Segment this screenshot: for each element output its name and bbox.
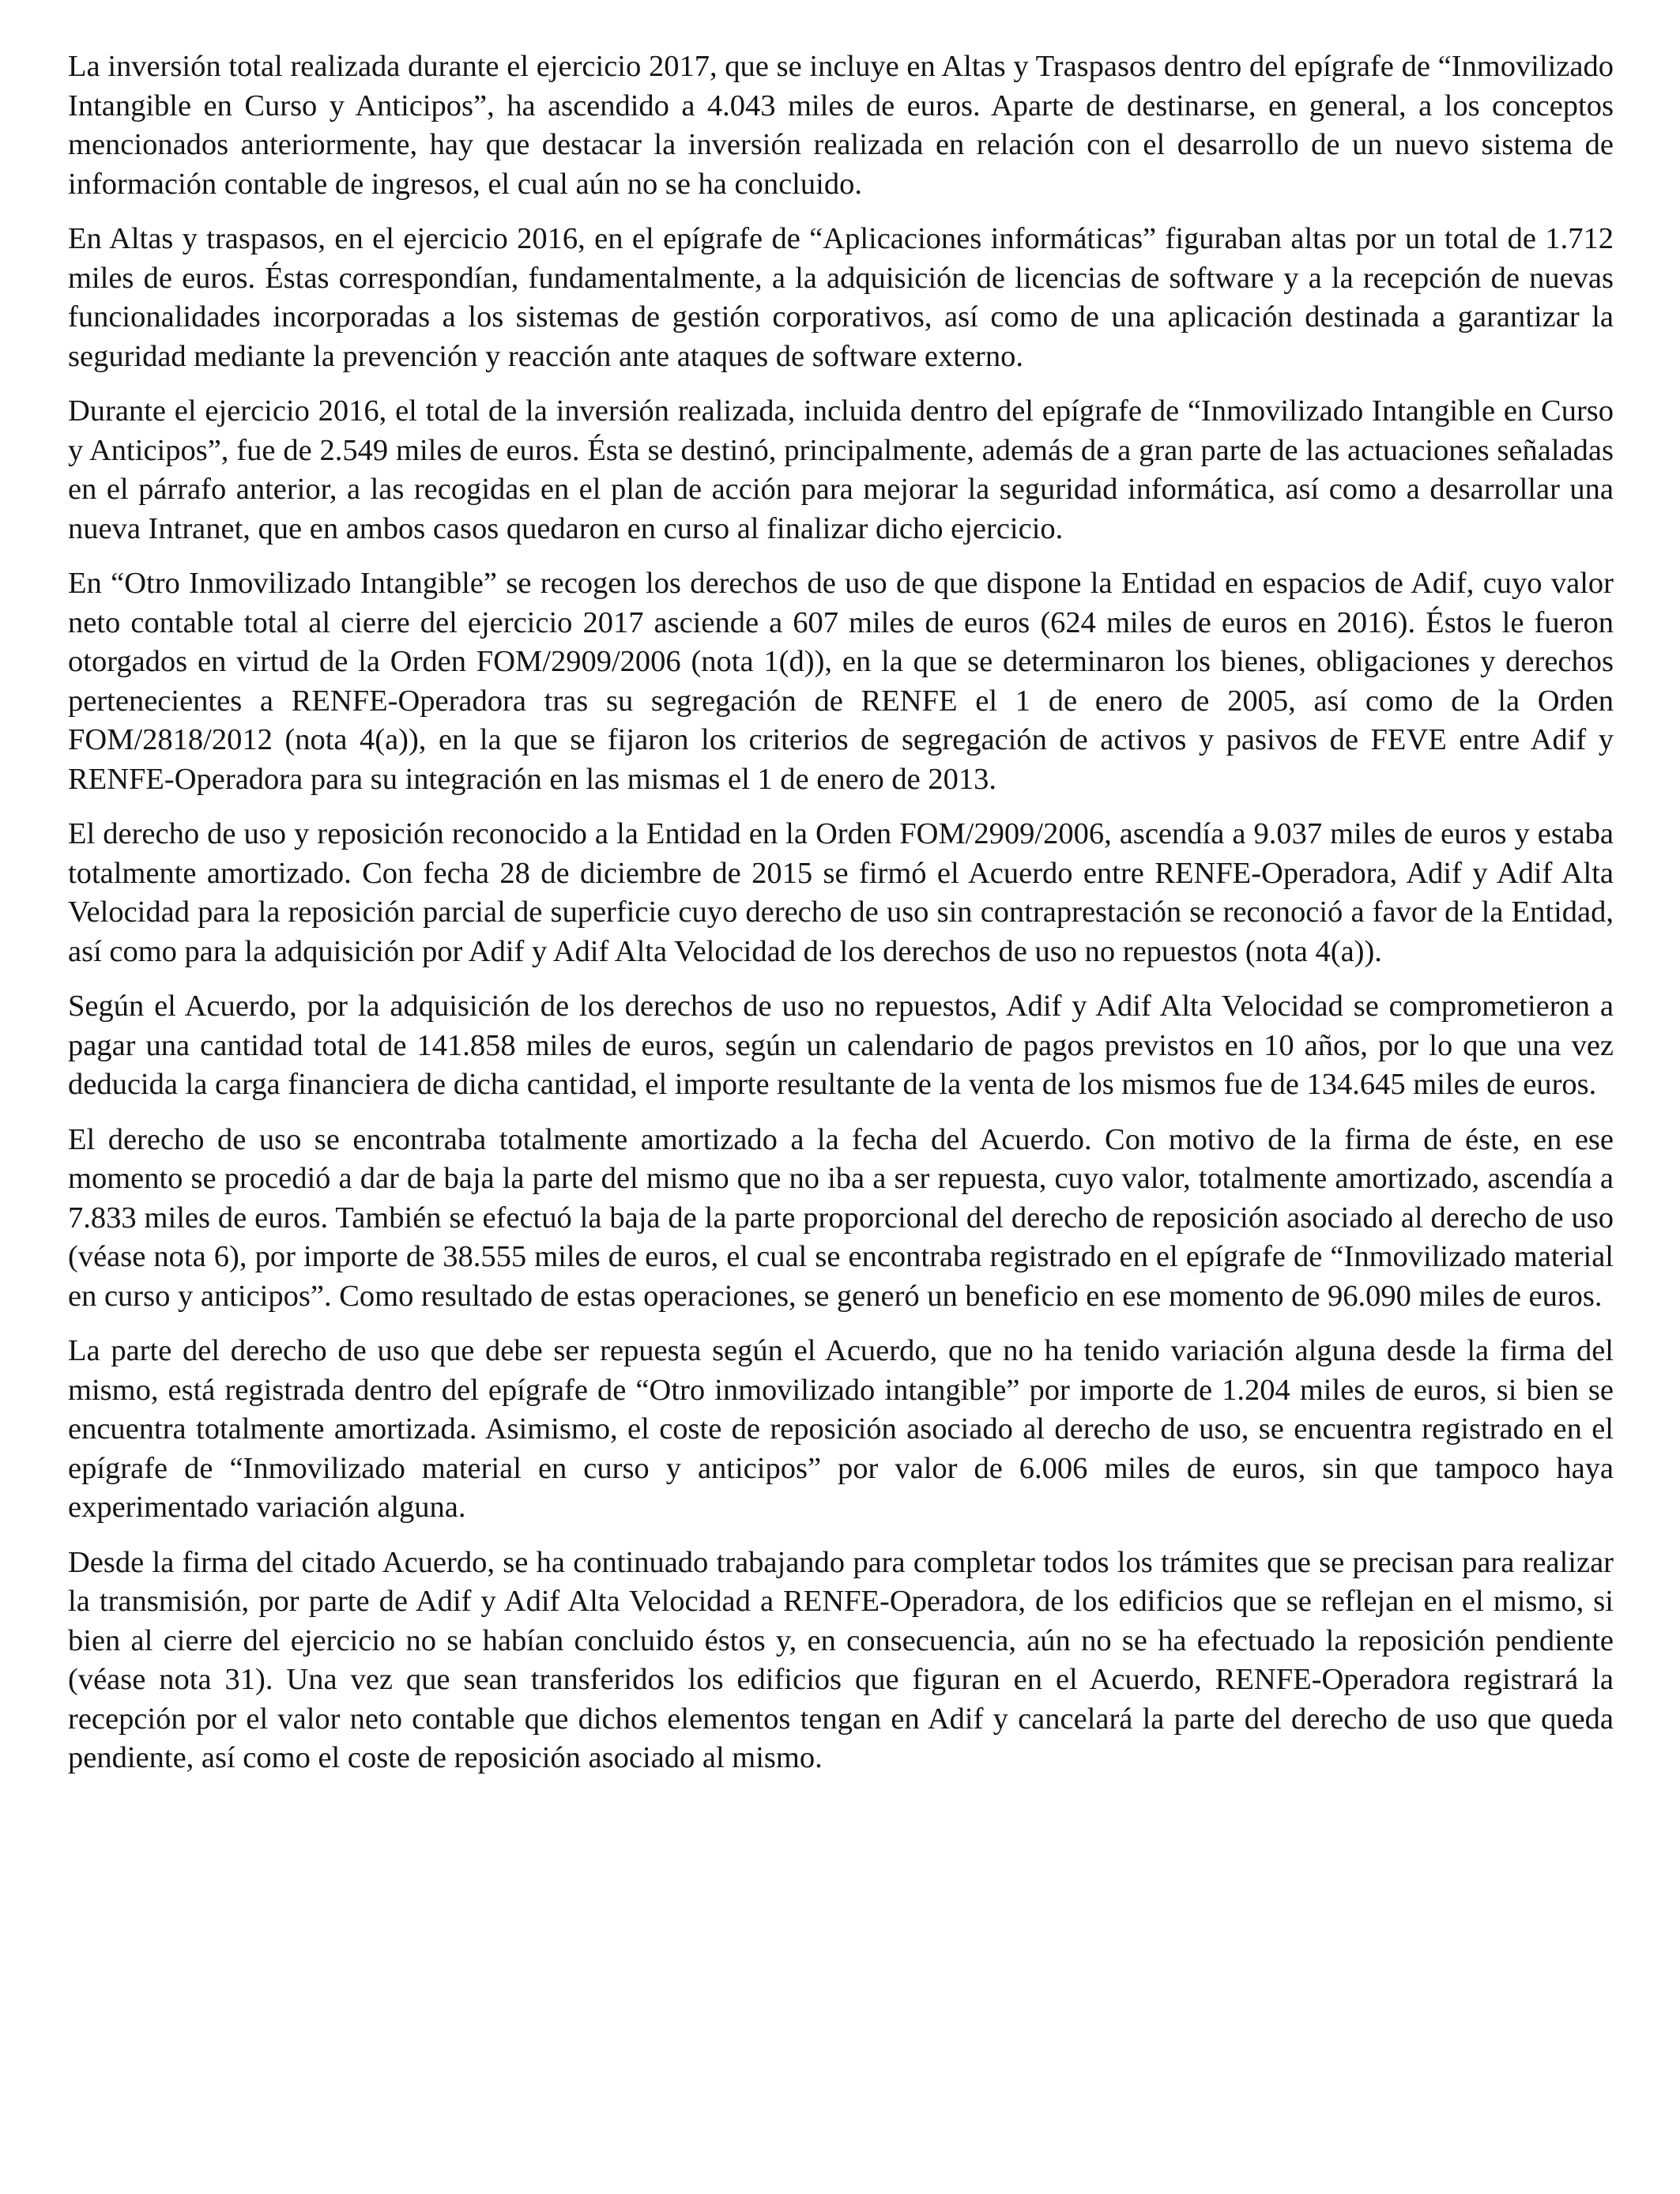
paragraph-3: Durante el ejercicio 2016, el total de la inversión realizada, incluida dentro del epígrafe de “Inmovilizado Intangible en Curso y Anticipos”, fue de 2.549 miles de euros. Ésta se destinó, principalmente, además de a gran parte de las actuaciones señaladas en el párrafo anterior, a las recogidas en el plan de acción para mejorar la seguridad informática, así como a desarrollar una nueva Intranet, que en ambos casos quedaron en curso al finalizar dicho ejercicio. [68,394,1614,545]
paragraph-8: La parte del derecho de uso que debe ser repuesta según el Acuerdo, que no ha tenido variación alguna desde la firma del mismo, está registrada dentro del epígrafe de “Otro inmovilizado intangible” por importe de 1.204 miles de euros, si bien se encuentra totalmente amortizada. Asimismo, el coste de reposición asociado al derecho de uso, se encuentra registrado en el epígrafe de “Inmovilizado material en curso y anticipos” por valor de 6.006 miles de euros, sin que tampoco haya experimentado variación alguna. [68,1334,1614,1524]
paragraph-1: La inversión total realizada durante el ejercicio 2017, que se incluye en Altas y Traspasos dentro del epígrafe de “Inmovilizado Intangible en Curso y Anticipos”, ha ascendido a 4.043 miles de euros. Aparte de destinarse, en general, a los conceptos mencionados anteriormente, hay que destacar la inversión realizada en relación con el desarrollo de un nuevo sistema de información contable de ingresos, el cual aún no se ha concluido. [68,50,1614,201]
paragraph-4: En “Otro Inmovilizado Intangible” se recogen los derechos de uso de que dispone la Entidad en espacios de Adif, cuyo valor neto contable total al cierre del ejercicio 2017 asciende a 607 miles de euros (624 miles de euros en 2016). Éstos le fueron otorgados en virtud de la Orden FOM/2909/2006 (nota 1(d)), en la que se determinaron los bienes, obligaciones y derechos pertenecientes a RENFE-Operadora tras su segregación de RENFE el 1 de enero de 2005, así como de la Orden FOM/2818/2012 (nota 4(a)), en la que se fijaron los criterios de segregación de activos y pasivos de FEVE entre Adif y RENFE-Operadora para su integración en las mismas el 1 de enero de 2013. [68,567,1614,796]
document-page [68,47,1614,1794]
paragraph-5: El derecho de uso y reposición reconocido a la Entidad en la Orden FOM/2909/2006, ascendía a 9.037 miles de euros y estaba totalmente amortizado. Con fecha 28 de diciembre de 2015 se firmó el Acuerdo entre RENFE-Operadora, Adif y Adif Alta Velocidad para la reposición parcial de superficie cuyo derecho de uso sin contraprestación se reconoció a favor de la Entidad, así como para la adquisición por Adif y Adif Alta Velocidad de los derechos de uso no repuestos (nota 4(a)). [68,817,1614,968]
paragraph-9: Desde la firma del citado Acuerdo, se ha continuado trabajando para completar todos los trámites que se precisan para realizar la transmisión, por parte de Adif y Adif Alta Velocidad a RENFE-Operadora, de los edificios que se reflejan en el mismo, si bien al cierre del ejercicio no se habían concluido éstos y, en consecuencia, aún no se ha efectuado la reposición pendiente (véase nota 31). Una vez que sean transferidos los edificios que figuran en el Acuerdo, RENFE-Operadora registrará la recepción por el valor neto contable que dichos elementos tengan en Adif y cancelará la parte del derecho de uso que queda pendiente, así como el coste de reposición asociado al mismo. [68,1545,1614,1774]
paragraph-2: En Altas y traspasos, en el ejercicio 2016, en el epígrafe de “Aplicaciones informáticas” figuraban altas por un total de 1.712 miles de euros. Éstas correspondían, fundamentalmente, a la adquisición de licencias de software y a la recepción de nuevas funcionalidades incorporadas a los sistemas de gestión corporativos, así como de una aplicación destinada a garantizar la seguridad mediante la prevención y reacción ante ataques de software externo. [68,222,1614,373]
paragraph-6: Según el Acuerdo, por la adquisición de los derechos de uso no repuestos, Adif y Adif Alta Velocidad se comprometieron a pagar una cantidad total de 141.858 miles de euros, según un calendario de pagos previstos en 10 años, por lo que una vez deducida la carga financiera de dicha cantidad, el importe resultante de la venta de los mismos fue de 134.645 miles de euros. [68,990,1614,1101]
paragraph-7: El derecho de uso se encontraba totalmente amortizado a la fecha del Acuerdo. Con motivo de la firma de éste, en ese momento se procedió a dar de baja la parte del mismo que no iba a ser repuesta, cuyo valor, totalmente amortizado, ascendía a 7.833 miles de euros. También se efectuó la baja de la parte proporcional del derecho de reposición asociado al derecho de uso (véase nota 6), por importe de 38.555 miles de euros, el cual se encontraba registrado en el epígrafe de “Inmovilizado material en curso y anticipos”. Como resultado de estas operaciones, se generó un beneficio en ese momento de 96.090 miles de euros. [68,1122,1614,1313]
